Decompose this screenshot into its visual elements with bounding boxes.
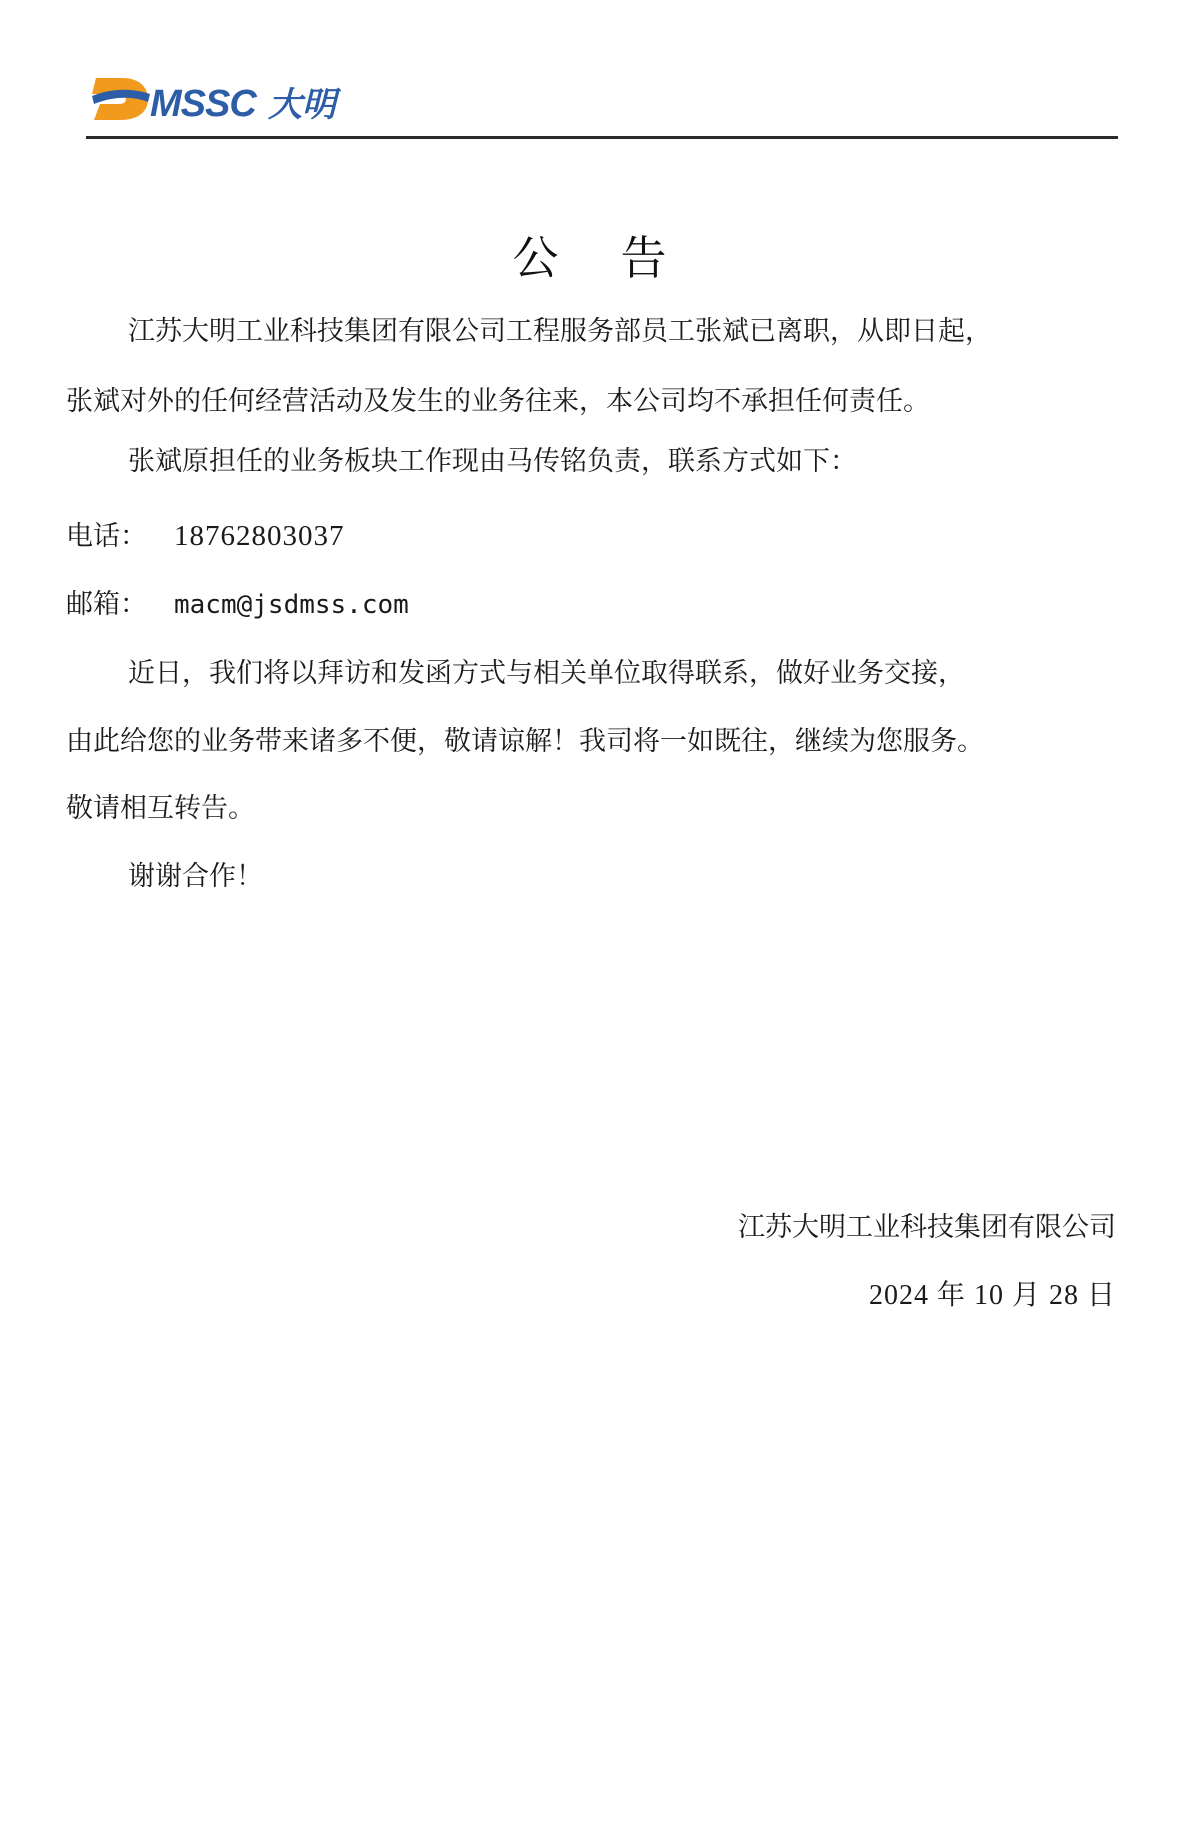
paragraph-2: 张斌原担任的业务板块工作现由马传铭负责，联系方式如下： xyxy=(128,446,857,477)
paragraph-3-line-2: 由此给您的业务带来诸多不便，敬请谅解！我司将一如既往，继续为您服务。 xyxy=(66,726,984,757)
paragraph-3-line-3: 敬请相互转告。 xyxy=(66,793,255,824)
header-rule xyxy=(86,136,1118,139)
paragraph-3-line-1: 近日，我们将以拜访和发函方式与相关单位取得联系，做好业务交接， xyxy=(128,658,965,689)
svg-text:大明: 大明 xyxy=(268,85,336,124)
notice-title: 公告 xyxy=(512,231,729,285)
signature-date: 2024 年 10 月 28 日 xyxy=(868,1280,1116,1311)
thanks-line: 谢谢合作！ xyxy=(128,861,263,892)
email-row xyxy=(66,585,409,625)
phone-row xyxy=(66,516,345,557)
paragraph-1-line-1: 江苏大明工业科技集团有限公司工程服务部员工张斌已离职，从即日起， xyxy=(128,316,992,347)
signature-company: 江苏大明工业科技集团有限公司 xyxy=(738,1212,1116,1243)
email-value: macm@jsdmss.com xyxy=(174,590,409,620)
email-label: 邮箱： xyxy=(66,589,147,620)
phone-label: 电话： xyxy=(66,521,147,552)
company-logo xyxy=(92,74,354,124)
svg-text:MSSC: MSSC xyxy=(150,83,256,124)
paragraph-1-line-2: 张斌对外的任何经营活动及发生的业务往来，本公司均不承担任何责任。 xyxy=(66,386,930,417)
phone-value: 18762803037 xyxy=(174,520,345,552)
